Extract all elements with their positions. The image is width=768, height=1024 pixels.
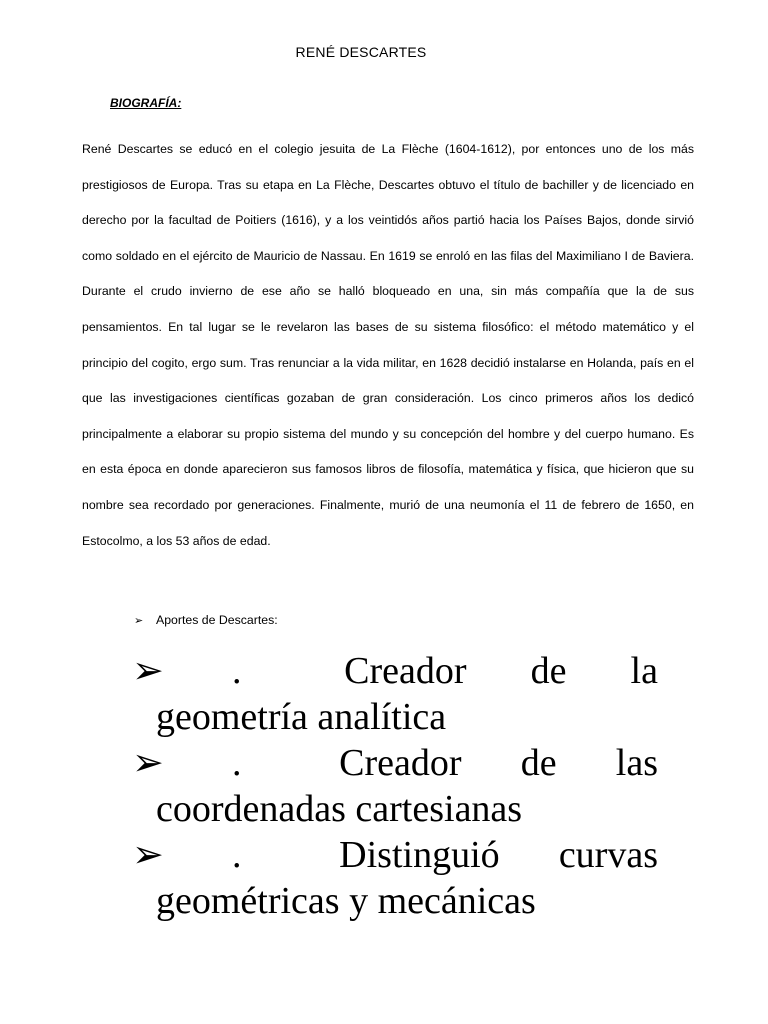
- list-word: curvas: [558, 834, 658, 876]
- contributions-label-row: [134, 613, 278, 627]
- list-item: [132, 740, 658, 832]
- arrow-bullet-icon: ➢ .: [156, 740, 280, 786]
- list-word: Distinguió: [339, 834, 500, 876]
- document-title: RENÉ DESCARTES: [295, 44, 427, 60]
- list-item-continuation: coordenadas cartesianas: [156, 788, 523, 830]
- list-word: Creador: [339, 742, 462, 784]
- arrow-bullet-icon: ➢ .: [156, 832, 280, 878]
- list-item: [132, 832, 658, 924]
- list-item: [132, 648, 658, 740]
- list-item-continuation: geometría analítica: [156, 696, 447, 738]
- list-item-continuation: geométricas y mecánicas: [156, 880, 536, 922]
- arrow-bullet-icon: ➢ .: [156, 648, 280, 694]
- list-word: Creador: [344, 650, 467, 692]
- contributions-list: [132, 648, 658, 924]
- list-dot: .: [232, 650, 242, 692]
- list-word: de: [530, 650, 567, 692]
- arrow-bullet-icon: ➢: [134, 614, 144, 627]
- biography-paragraph: René Descartes se educó en el colegio jesuita de La Flèche (1604-1612), por entonces uno de los más prestigiosos de Europa. Tras su etapa en La Flèche, Descartes obtuvo el título de bachiller y de licenciado en derecho por la facultad de Poitiers (1616), y a los veintidós años partió hacia los Países Bajos, donde sirvió como soldado en el ejército de Mauricio de Nassau. En 1619 se enroló en las filas del Maximiliano I de Baviera. Durante el crudo invierno de ese año se halló bloqueado en una, sin más compañía que la de sus pensamientos. En tal lugar se le revelaron las bases de su sistema filosófico: el método matemático y el principio del cogito, ergo sum. Tras renunciar a la vida militar, en 1628 decidió instalarse en Holanda, país en el que las investigaciones científicas gozaban de gran consideración. Los cinco primeros años los dedicó principalmente a elaborar su propio sistema del mundo y su concepción del hombre y del cuerpo humano. Es en esta época en donde aparecieron sus famosos libros de filosofía, matemática y física, que hicieron que su nombre sea recordado por generaciones. Finalmente, murió de una neumonía el 11 de febrero de 1650, en Estocolmo, a los 53 años de edad.: [82, 142, 694, 548]
- list-word: la: [630, 650, 658, 692]
- list-word: de: [520, 742, 557, 784]
- section-heading: BIOGRAFÍA:: [110, 96, 182, 110]
- list-dot: .: [232, 834, 242, 876]
- list-dot: .: [232, 742, 242, 784]
- contributions-label: Aportes de Descartes:: [156, 613, 278, 627]
- list-word: las: [615, 742, 658, 784]
